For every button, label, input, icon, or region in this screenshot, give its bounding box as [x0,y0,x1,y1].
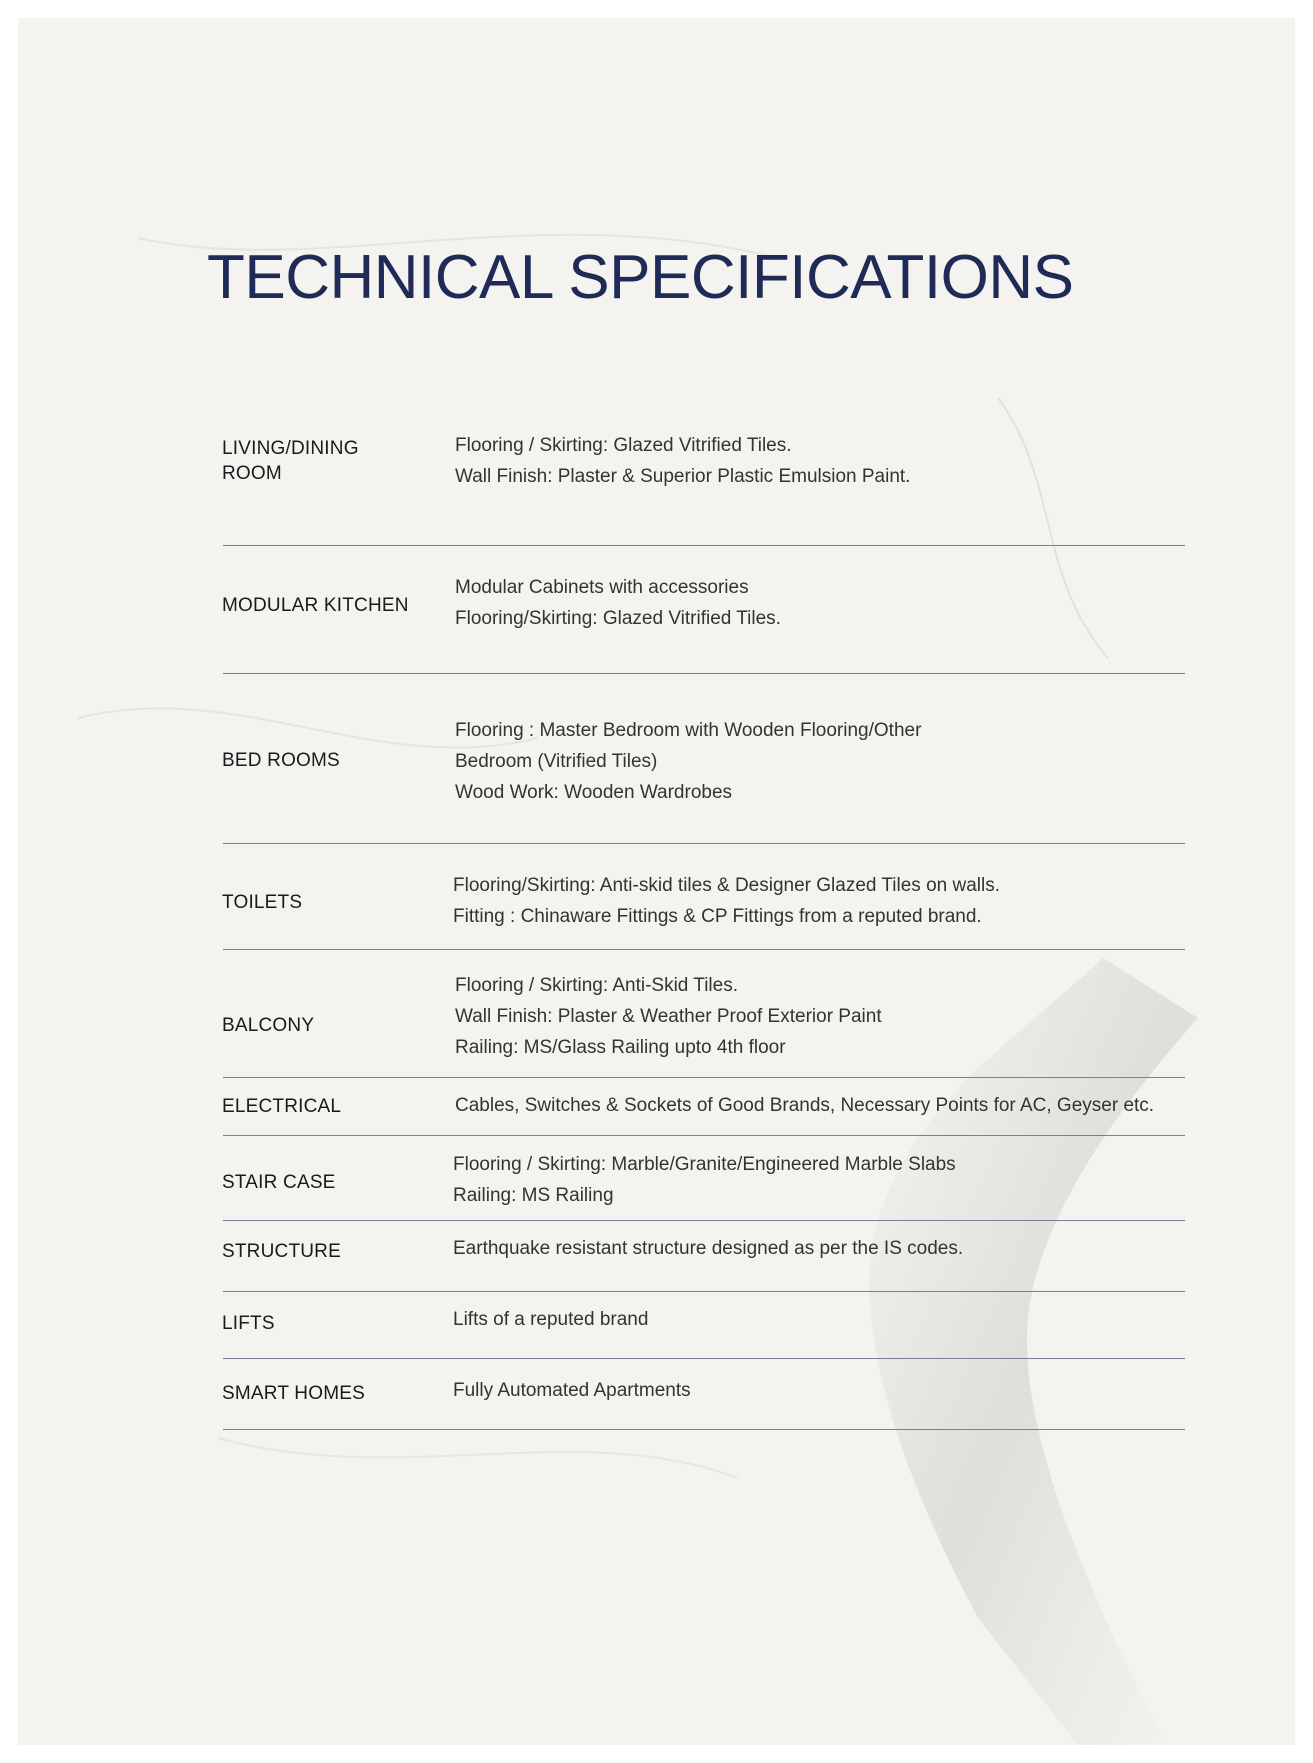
row-divider [223,545,1185,546]
spec-detail-line: Railing: MS Railing [453,1185,614,1206]
spec-details [453,870,1000,932]
spec-detail-line: Flooring / Skirting: Marble/Granite/Engineered Marble Slabs [453,1154,956,1175]
spec-details [455,715,921,808]
spec-label: BALCONY [222,1015,315,1036]
spec-details [455,1090,1154,1121]
spec-label: LIFTS [222,1313,275,1334]
spec-label: STRUCTURE [222,1241,341,1262]
row-divider [223,1077,1185,1078]
row-divider [223,1429,1185,1430]
spec-detail-line: Flooring/Skirting: Glazed Vitrified Tiles. [455,608,781,629]
spec-detail-line: Earthquake resistant structure designed as per the IS codes. [453,1238,964,1259]
spec-detail-line: Wood Work: Wooden Wardrobes [455,782,733,803]
spec-label: LIVING/DINING ROOM [222,438,359,484]
spec-details [455,970,882,1063]
spec-detail-line: Bedroom (Vitrified Tiles) [455,751,658,772]
spec-detail-line: Flooring / Skirting: Glazed Vitrified Tiles. [455,435,792,456]
spec-detail-line: Wall Finish: Plaster & Weather Proof Exterior Paint [455,1006,882,1027]
row-divider [223,1135,1185,1136]
spec-label: TOILETS [222,892,303,913]
spec-detail-line: Flooring : Master Bedroom with Wooden Flooring/Other [455,720,922,741]
row-divider [223,1220,1185,1221]
spec-label: SMART HOMES [222,1383,365,1404]
spec-detail-line: Cables, Switches & Sockets of Good Brands, Necessary Points for AC, Geyser etc. [455,1095,1155,1116]
spec-detail-line: Railing: MS/Glass Railing upto 4th floor [455,1037,786,1058]
row-divider [223,1291,1185,1292]
spec-label: STAIR CASE [222,1172,336,1193]
spec-details [453,1233,963,1264]
spec-label: ELECTRICAL [222,1096,342,1117]
spec-detail-line: Lifts of a reputed brand [453,1309,649,1330]
spec-details [455,572,781,634]
spec-label: MODULAR KITCHEN [222,595,409,616]
spec-detail-line: Modular Cabinets with accessories [455,577,749,598]
spec-details [453,1304,648,1335]
page-title: TECHNICAL SPECIFICATIONS [207,243,1074,312]
row-divider [223,949,1185,950]
spec-detail-line: Fitting : Chinaware Fittings & CP Fittings from a reputed brand. [453,906,982,927]
spec-detail-line: Flooring/Skirting: Anti-skid tiles & Designer Glazed Tiles on walls. [453,875,1001,896]
spec-details [453,1149,956,1211]
spec-detail-line: Fully Automated Apartments [453,1380,691,1401]
row-divider [223,673,1185,674]
spec-detail-line: Flooring / Skirting: Anti-Skid Tiles. [455,975,738,996]
spec-detail-line: Wall Finish: Plaster & Superior Plastic Emulsion Paint. [455,466,911,487]
row-divider [223,1358,1185,1359]
spec-label: BED ROOMS [222,750,340,771]
row-divider [223,843,1185,844]
spec-details [455,430,910,492]
spec-details [453,1375,691,1406]
